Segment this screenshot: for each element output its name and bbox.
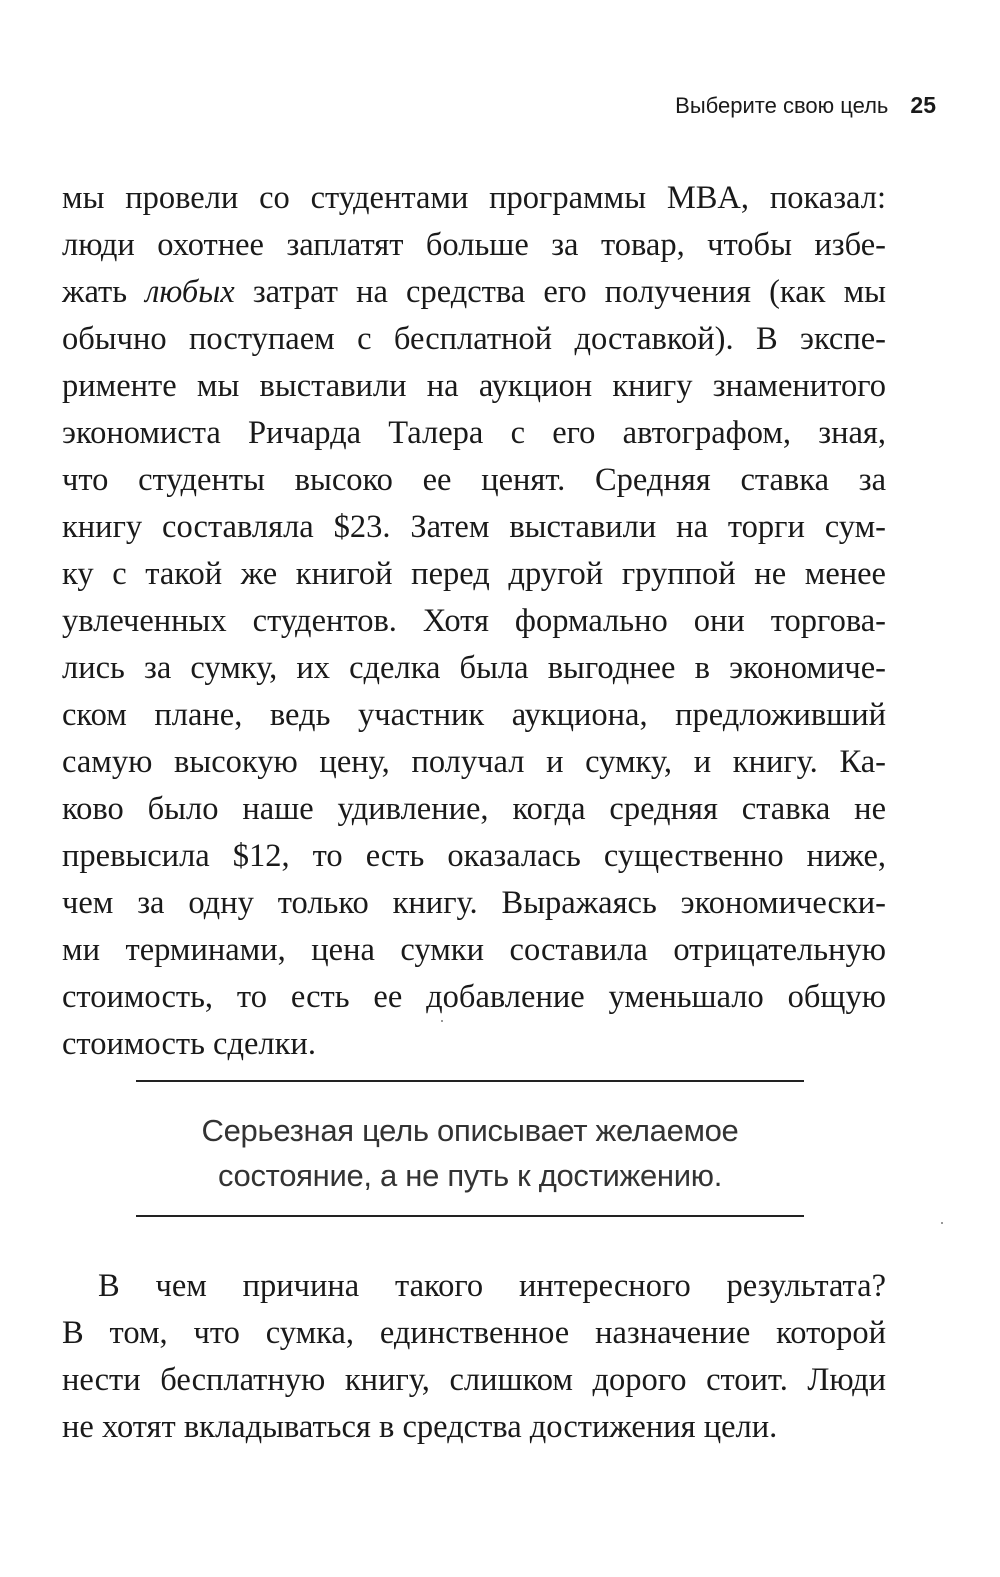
pull-quote-line: состояние, а не путь к достижению. xyxy=(217,1158,723,1193)
text-line: обычно поступаем с бесплатной доставкой). В экспе- xyxy=(62,321,886,357)
paper-speck xyxy=(441,1020,443,1022)
text-fragment: жать xyxy=(62,274,146,310)
text-line-with-emphasis xyxy=(62,269,886,316)
text-line: лись за сумку, их сделка была выгоднее в экономиче- xyxy=(62,650,886,686)
text-line: книгу составляла $23. Затем выставили на торги сум- xyxy=(62,509,886,545)
text-line: экономиста Ричарда Талера с его автографом, зная, xyxy=(62,415,886,451)
paper-speck xyxy=(941,1222,943,1224)
running-header xyxy=(675,92,936,119)
pull-quote-top-rule xyxy=(136,1080,804,1082)
text-line: увлеченных студентов. Хотя формально они торгова- xyxy=(62,603,886,639)
section-title: Выберите свою цель xyxy=(675,93,889,118)
text-line: мы провели со студентами программы MBA, показал: xyxy=(62,180,886,216)
text-line: что студенты высоко ее ценят. Средняя ставка за xyxy=(62,462,886,498)
pull-quote-bottom-rule xyxy=(136,1215,804,1217)
text-line: чем за одну только книгу. Выражаясь экономически- xyxy=(62,885,886,921)
body-paragraph-1 xyxy=(62,175,886,1068)
text-line: ском плане, ведь участник аукциона, предложивший xyxy=(62,697,886,733)
text-line: рименте мы выставили на аукцион книгу знаменитого xyxy=(62,368,886,404)
pull-quote-line: Серьезная цель описывает желаемое xyxy=(201,1113,739,1148)
text-line: превысила $12, то есть оказалась существенно ниже, xyxy=(62,838,886,874)
text-line: ково было наше удивление, когда средняя ставка не xyxy=(62,791,886,827)
text-line: ми терминами, цена сумки составила отрицательную xyxy=(62,932,886,968)
text-fragment: затрат на средства его получения (как мы xyxy=(234,274,886,310)
page-number: 25 xyxy=(910,92,936,118)
text-line: ку с такой же книгой перед другой группой не менее xyxy=(62,556,886,592)
text-line: не хотят вкладываться в средства достижения цели. xyxy=(62,1409,778,1445)
text-line: люди охотнее заплатят больше за товар, чтобы избе- xyxy=(62,227,886,263)
text-line: самую высокую цену, получал и сумку, и книгу. Ка- xyxy=(62,744,886,780)
text-line: нести бесплатную книгу, слишком дорого стоит. Люди xyxy=(62,1362,886,1398)
text-line: В том, что сумка, единственное назначение которой xyxy=(62,1315,886,1351)
emphasis-word: любых xyxy=(145,274,235,310)
text-line: стоимость сделки. xyxy=(62,1026,316,1062)
body-paragraph-2 xyxy=(62,1263,886,1451)
text-line: стоимость, то есть ее добавление уменьшало общую xyxy=(62,979,886,1015)
pull-quote xyxy=(100,1108,840,1198)
text-line: В чем причина такого интересного результата? xyxy=(98,1268,886,1304)
